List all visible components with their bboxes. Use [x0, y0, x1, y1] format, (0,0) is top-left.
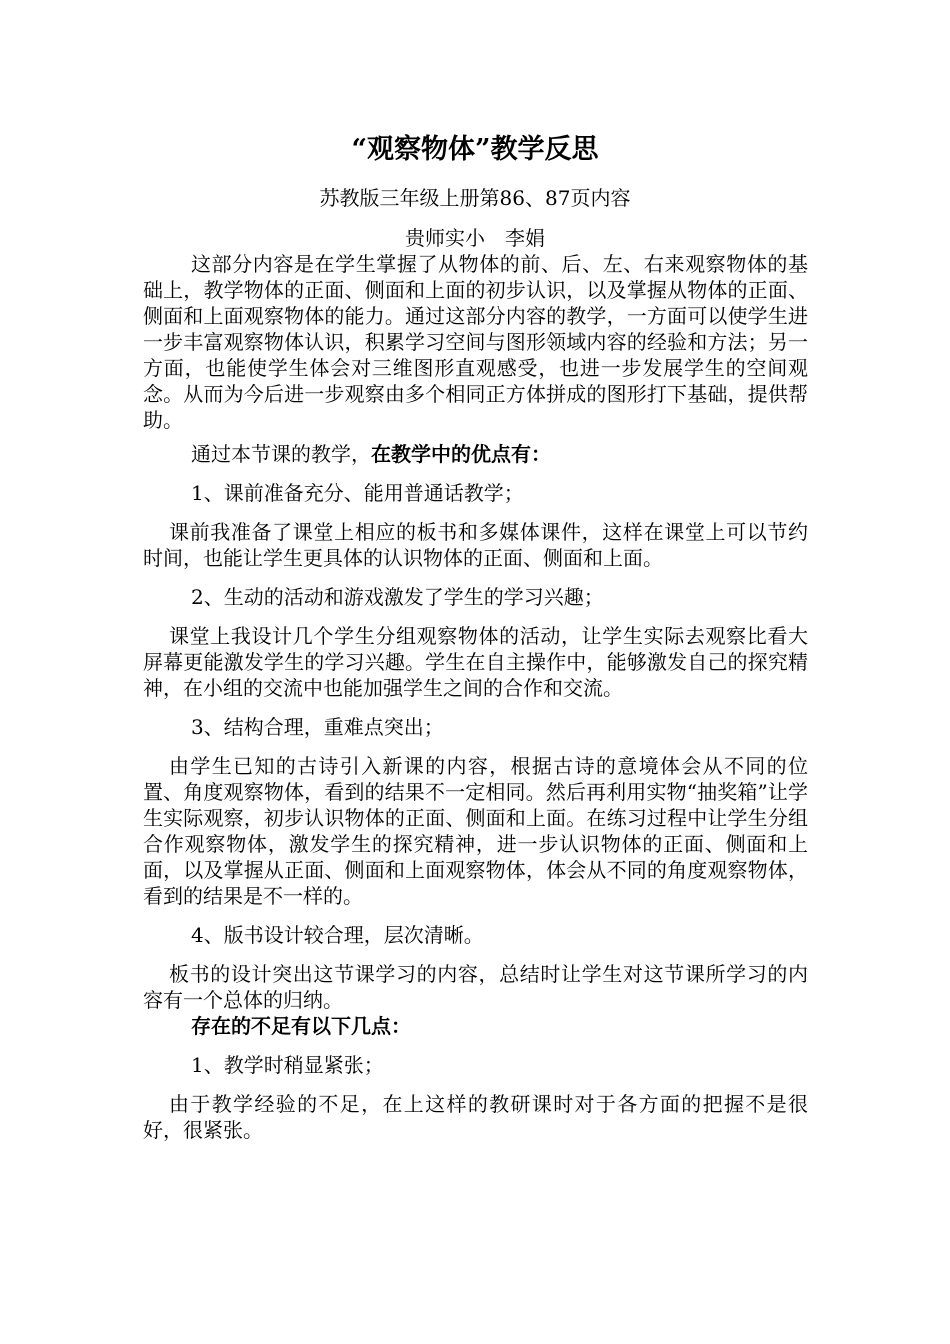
- point-4-text: 板书的设计突出这节课学习的内容，总结时让学生对这节课所学习的内容有一个总体的归纳。: [143, 962, 808, 1012]
- point-1-heading: 1、课前准备充分、能用普通话教学；: [191, 481, 524, 505]
- advantages-paragraph: [143, 441, 808, 467]
- document-body: [143, 251, 808, 1143]
- shortcoming-1-text: 由于教学经验的不足，在上这样的教研课时对于各方面的把握不是很好，很紧张。: [143, 1092, 808, 1142]
- shortcomings-heading-text: 存在的不足有以下几点：: [191, 1014, 411, 1038]
- point-4-heading: 4、版书设计较合理，层次清晰。: [191, 923, 484, 947]
- document-subtitle: 苏教版三年级上册第86、87页内容: [319, 186, 631, 210]
- shortcomings-heading: [143, 1013, 808, 1039]
- document-title: “观察物体”教学反思: [351, 134, 599, 165]
- point-3-heading: 3、结构合理，重难点突出；: [191, 715, 444, 739]
- point-3-text: 由学生已知的古诗引入新课的内容，根据古诗的意境体会从不同的位置、角度观察物体，看到的结果不一定相同。然后再利用实物“抽奖箱”让学生实际观察，初步认识物体的正面、侧面和上面。在练习过程中让学生分组合作观察物体，激发学生的探究精神，进一步认识物体的正面、侧面和上面，以及掌握从正面、侧面和上面观察物体，体会从不同的角度观察物体，看到的结果是不一样的。: [143, 754, 808, 908]
- shortcoming-1-heading: 1、教学时稍显紧张；: [191, 1053, 384, 1077]
- intro-paragraph: 这部分内容是在学生掌握了从物体的前、后、左、右来观察物体的基础上，教学物体的正面、侧面和上面的初步认识，以及掌握从物体的正面、侧面和上面观察物体的能力。通过这部分内容的教学，一方面可以使学生进一步丰富观察物体认识，积累学习空间与图形领域内容的经验和方法；另一方面，也能使学生体会对三维图形直观感受，也进一步发展学生的空间观念。从而为今后进一步观察由多个相同正方体拼成的图形打下基础，提供帮助。: [143, 252, 808, 432]
- advantages-lead: 通过本节课的教学，: [191, 442, 371, 466]
- advantages-heading: 在教学中的优点有：: [371, 442, 551, 466]
- document-author: 贵师实小 李娟: [405, 226, 545, 250]
- point-1-text: 课前我准备了课堂上相应的板书和多媒体课件，这样在课堂上可以节约时间，也能让学生更具体的认识物体的正面、侧面和上面。: [143, 520, 808, 570]
- point-2-text: 课堂上我设计几个学生分组观察物体的活动，让学生实际去观察比看大屏幕更能激发学生的学习兴趣。学生在自主操作中，能够激发自己的探究精神，在小组的交流中也能加强学生之间的合作和交流。: [143, 624, 808, 700]
- point-2-heading: 2、生动的活动和游戏激发了学生的学习兴趣；: [191, 585, 604, 609]
